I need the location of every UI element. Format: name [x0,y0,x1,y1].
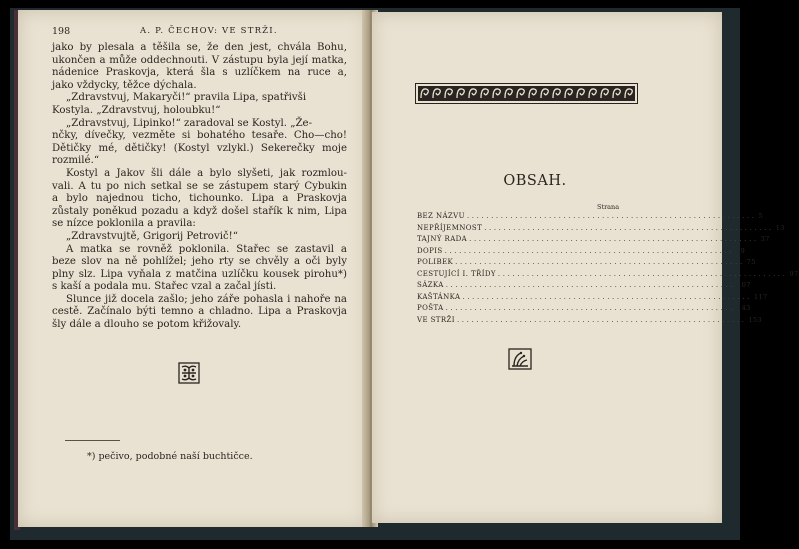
toc-entry-title: BEZ NÁZVU [417,212,465,220]
text-line: „Zdravstvuj, Lipinko!“ zaradoval se Kostyl. „Že- [66,117,313,129]
toc-leader-dots: ............................................................ [445,281,736,289]
toc-leader-dots: ............................................................ [455,258,745,266]
text-line: jako vždycky, těžce dýchala. [52,79,197,91]
text-line: Kostyl a Jakov šli dále a bylo slyšeti, jak rozmlou- [66,167,347,179]
toc-entry-page: 97 [789,269,799,278]
decorative-band [415,83,638,104]
text-line: vali. A tu po nich setkal se se zástupem starý Cybukin [52,180,347,192]
footnote-rule [65,440,120,441]
toc-leader-dots: ............................................................ [445,304,736,312]
strana-label: Strana [597,203,620,211]
toc-entry-page: 5 [758,212,764,220]
toc-entry [417,292,768,305]
toc-leader-dots: ............................................................ [466,212,757,220]
text-line: A matka se rovněž poklonila. Stařec se zastavil a [66,243,347,255]
toc-entry [417,304,751,316]
toc-entry-page: 153 [748,315,763,324]
toc-entry-page: 143 [737,304,751,312]
text-line: se nízce poklonila a pravila: [52,218,196,230]
toc-entry [417,258,756,270]
text-line: ukončen a může oddechnouti. V zástupu byla její matka, [52,54,347,66]
toc-entry-title: POŠTA [417,304,444,312]
toc-entry [417,235,770,247]
running-header-text: A. P. ČECHOV: VE STRŽI. [140,26,278,36]
text-line: nčky, dívečky, vezměte si bohatého tesaře. Cho—cho! [52,130,347,142]
toc-entry-page: 13 [775,223,785,232]
toc-entry-title: TAJNÝ RADA [417,235,468,243]
body-text [52,42,347,332]
text-line: Slunce již docela zašlo; jeho záře pohasla i nahoře na [66,293,347,305]
toc-entry-page: 117 [753,292,768,301]
toc-entry-title: NEPŘÍJEMNOST [417,223,483,232]
toc-leader-dots: ............................................................ [469,235,759,243]
toc-entry [417,281,751,293]
text-line: Kostyla. „Zdravstvuj, holoubku!“ [52,104,221,116]
toc-entry-page: 37 [760,235,770,243]
text-line: a bylo najednou ticho, tichounko. Lipa a Praskovja [52,193,347,205]
table-of-contents [417,212,799,327]
toc-entry [417,315,763,328]
text-line: cestě. Začínalo býti temno a chladno. Lipa a Praskovja [52,306,347,318]
toc-entry-page: 59 [736,246,746,255]
text-line: šly dále a dlouho se potom křižovaly. [52,319,242,331]
text-line: jako by plesala a těšila se, že den jest, chvála Bohu, [52,42,347,53]
text-line: „Zdravstvuj, Makaryči!“ pravila Lipa, spatřivši [66,92,307,104]
running-head [52,26,347,40]
toc-entry [417,269,799,282]
toc-entry-title: POLIBEK [417,258,454,266]
toc-entry-title: DOPIS [417,246,443,255]
text-line: nádenice Praskovja, která šla s uzlíčkem na ruce a, [52,67,347,79]
toc-leader-dots: ............................................................ [444,246,735,255]
page-number: 198 [52,26,71,37]
footnote: *) pečivo, podobné naší buchtičce. [87,451,253,462]
toc-entry [417,246,746,259]
toc-entry-page: 107 [737,281,751,289]
toc-entry-title: VE STRŽI [417,315,455,324]
toc-entry-title: KAŠTÁNKA [417,292,461,301]
toc-leader-dots: ............................................................ [497,269,788,278]
toc-entry [417,212,764,224]
toc-entry [417,223,785,236]
corner-ornament-icon [508,348,532,370]
toc-entry-page: 75 [746,258,756,266]
text-line: „Zdravstvujtě, Grigorij Petrovič!“ [66,230,238,242]
text-line: zůstaly poněkud pozadu a když došel stařík k nim, Lipa [52,205,347,217]
floral-ornament-icon [178,362,200,384]
text-line: s kaší a podala mu. Stařec vzal a začal jísti. [52,281,277,293]
text-line: Dětičky mé, dětičky! (Kostyl vzlykl.) Sekerečky moje [52,142,347,154]
text-line: plny slz. Lipa vyňala z matčina uzlíčku kousek pirohu*) [52,268,347,280]
text-line: rozmilé.“ [52,155,100,167]
toc-heading: OBSAH. [503,173,567,189]
text-line: beze slov na ně pohlížel; jeho rty se chvěly a oči byly [52,256,347,268]
toc-leader-dots: ............................................................ [456,315,747,324]
toc-entry-title: SÁZKA [417,281,444,289]
toc-leader-dots: ............................................................ [462,292,752,301]
toc-leader-dots: ............................................................ [484,223,774,232]
toc-entry-title: CESTUJÍCÍ I. TŘÍDY [417,269,496,278]
